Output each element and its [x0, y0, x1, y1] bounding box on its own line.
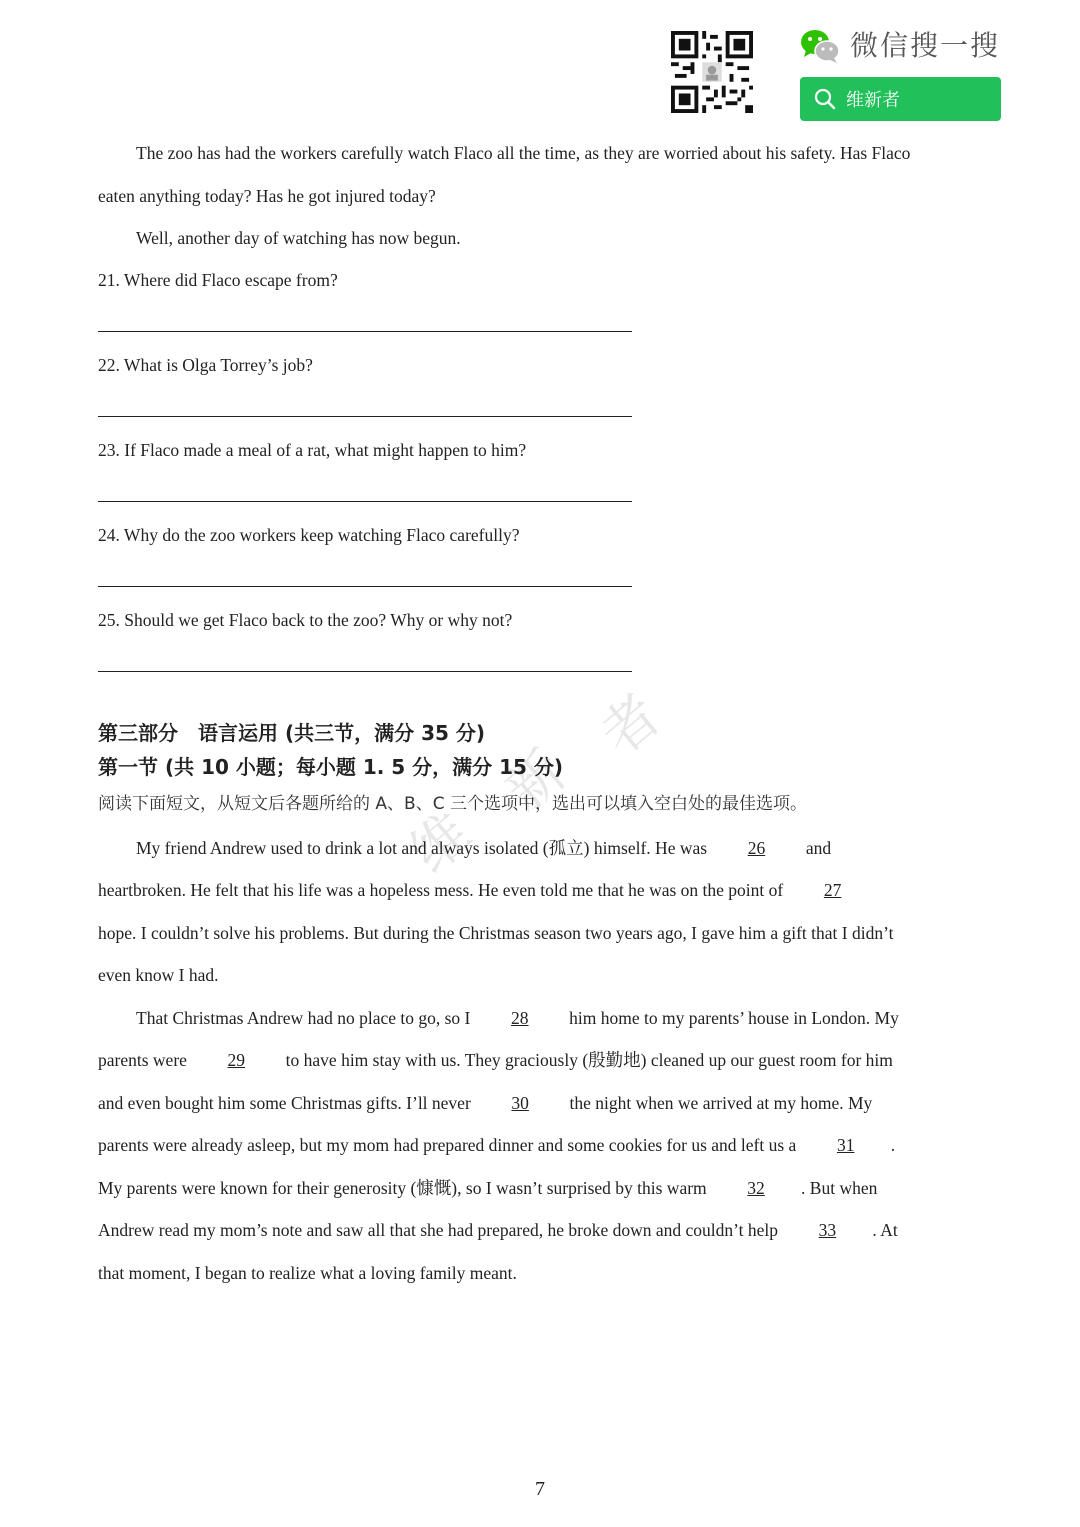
question-22: 22. What is Olga Torrey’s job?: [98, 355, 313, 375]
cloze-line: Andrew read my mom’s note and saw all that she had prepared, he broke down and couldn’t help 33 . At: [98, 1220, 898, 1240]
answer-line-24[interactable]: [98, 586, 632, 587]
cloze-line: That Christmas Andrew had no place to go, so I 28 him home to my parents’ house in London. My: [136, 1008, 899, 1028]
blank-29[interactable]: 29: [227, 1050, 246, 1070]
search-icon: [814, 88, 836, 110]
blank-32[interactable]: 32: [747, 1178, 765, 1198]
watermark-char: 者: [588, 682, 674, 769]
answer-line-21[interactable]: [98, 331, 632, 332]
blank-31[interactable]: 31: [836, 1135, 855, 1155]
wechat-search-title: 微信搜一搜: [850, 29, 1001, 62]
question-21: 21. Where did Flaco escape from?: [98, 270, 338, 290]
cloze-line: parents were already asleep, but my mom had prepared dinner and some cookies for us and left us a 31 .: [98, 1135, 896, 1155]
question-25: 25. Should we get Flaco back to the zoo? Why or why not?: [98, 610, 513, 630]
blank-26[interactable]: 26: [747, 838, 766, 858]
wechat-icon: [800, 28, 840, 64]
question-23: 23. If Flaco made a meal of a rat, what might happen to him?: [98, 440, 527, 460]
blank-33[interactable]: 33: [818, 1220, 837, 1240]
passage-paragraph: Well, another day of watching has now begun.: [136, 228, 461, 248]
part-title: 第三部分 语言运用 (共三节，满分 35 分): [98, 721, 486, 745]
watermark-char: 新: [493, 738, 579, 825]
search-button-label: 维新者: [846, 90, 900, 111]
cloze-line: even know I had.: [98, 965, 219, 985]
cloze-line: heartbroken. He felt that his life was a hopeless mess. He even told me that he was on the point of 27: [98, 878, 980, 902]
cloze-line: that moment, I began to realize what a loving family meant.: [98, 1263, 517, 1283]
watermark-char: 维: [398, 800, 484, 887]
search-button[interactable]: [800, 77, 1001, 121]
blank-27[interactable]: 27: [823, 880, 842, 900]
passage-paragraph: The zoo has had the workers carefully watch Flaco all the time, as they are worried about his safety. Has Flaco: [136, 143, 911, 163]
qr-code: [670, 31, 754, 113]
question-24: 24. Why do the zoo workers keep watching Flaco carefully?: [98, 525, 520, 545]
cloze-line: My parents were known for their generosity (慷慨), so I wasn’t surprised by this warm 32 . But when: [98, 1178, 878, 1198]
blank-28[interactable]: 28: [511, 1008, 529, 1028]
answer-line-23[interactable]: [98, 501, 632, 502]
cloze-line: and even bought him some Christmas gifts. I’ll never 30 the night when we arrived at my home. My: [98, 1093, 873, 1113]
page-number: 7: [535, 1478, 545, 1500]
subsection-title: 第一节 (共 10 小题；每小题 1. 5 分，满分 15 分): [98, 755, 564, 779]
answer-line-25[interactable]: [98, 671, 632, 672]
passage-paragraph-cont: eaten anything today? Has he got injured today?: [98, 186, 436, 206]
cloze-line: hope. I couldn’t solve his problems. But during the Christmas season two years ago, I gave him a gift that I didn’t: [98, 923, 894, 943]
instruction: 阅读下面短文，从短文后各题所给的 A、B、C 三个选项中，选出可以填入空白处的最佳选项。: [98, 794, 807, 814]
cloze-line: My friend Andrew used to drink a lot and always isolated (孤立) himself. He was 26 and: [136, 838, 832, 858]
blank-30[interactable]: 30: [511, 1093, 529, 1113]
answer-line-22[interactable]: [98, 416, 632, 417]
cloze-line: parents were 29 to have him stay with us. They graciously (殷勤地) cleaned up our guest room for him: [98, 1050, 893, 1070]
